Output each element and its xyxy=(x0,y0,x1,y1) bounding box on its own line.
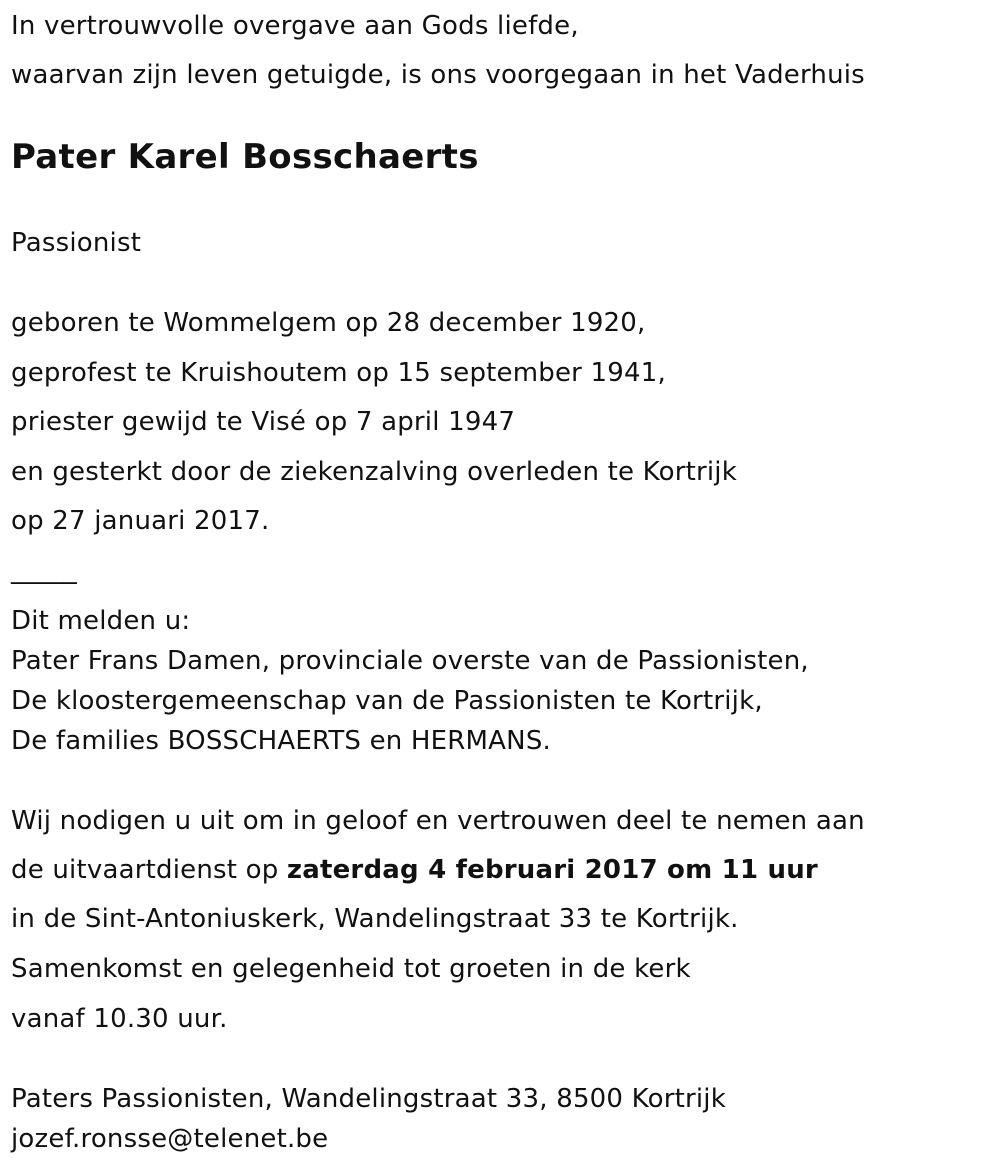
biography-death: en gesterkt door de ziekenzalving overleden te Kortrijk xyxy=(11,457,737,487)
funeral-date-time: zaterdag 4 februari 2017 om 11 uur xyxy=(286,855,818,885)
religious-order: Passionist xyxy=(11,228,142,258)
announcer-line-2: De kloostergemeenschap van de Passionisten te Kortrijk, xyxy=(11,686,763,716)
contact-address: Paters Passionisten, Wandelingstraat 33, 8500 Kortrijk xyxy=(11,1084,726,1114)
announcers-heading: Dit melden u: xyxy=(11,606,191,636)
biography-birth: geboren te Wommelgem op 28 december 1920, xyxy=(11,308,646,338)
biography-ordination: priester gewijd te Visé op 7 april 1947 xyxy=(11,407,516,437)
funeral-invitation-line-2 xyxy=(11,854,818,886)
announcer-line-3: De families BOSSCHAERTS en HERMANS. xyxy=(11,726,551,756)
gathering-time: vanaf 10.30 uur. xyxy=(11,1004,228,1034)
funeral-service-text: de uitvaartdienst op xyxy=(11,855,287,885)
gathering-info: Samenkomst en gelegenheid tot groeten in de kerk xyxy=(11,954,691,984)
separator: _____ xyxy=(11,555,77,585)
intro-line-1: In vertrouwvolle overgave aan Gods liefde, xyxy=(11,11,579,41)
deceased-name: Pater Karel Bosschaerts xyxy=(11,137,479,177)
biography-profession: geprofest te Kruishoutem op 15 september 1941, xyxy=(11,358,666,388)
funeral-location: in de Sint-Antoniuskerk, Wandelingstraat 33 te Kortrijk. xyxy=(11,904,739,934)
biography-date: op 27 januari 2017. xyxy=(11,506,270,536)
intro-line-2: waarvan zijn leven getuigde, is ons voorgegaan in het Vaderhuis xyxy=(11,60,865,90)
announcer-line-1: Pater Frans Damen, provinciale overste van de Passionisten, xyxy=(11,646,809,676)
contact-email[interactable]: jozef.ronsse@telenet.be xyxy=(11,1124,329,1154)
funeral-invitation-line-1: Wij nodigen u uit om in geloof en vertrouwen deel te nemen aan xyxy=(11,806,865,836)
